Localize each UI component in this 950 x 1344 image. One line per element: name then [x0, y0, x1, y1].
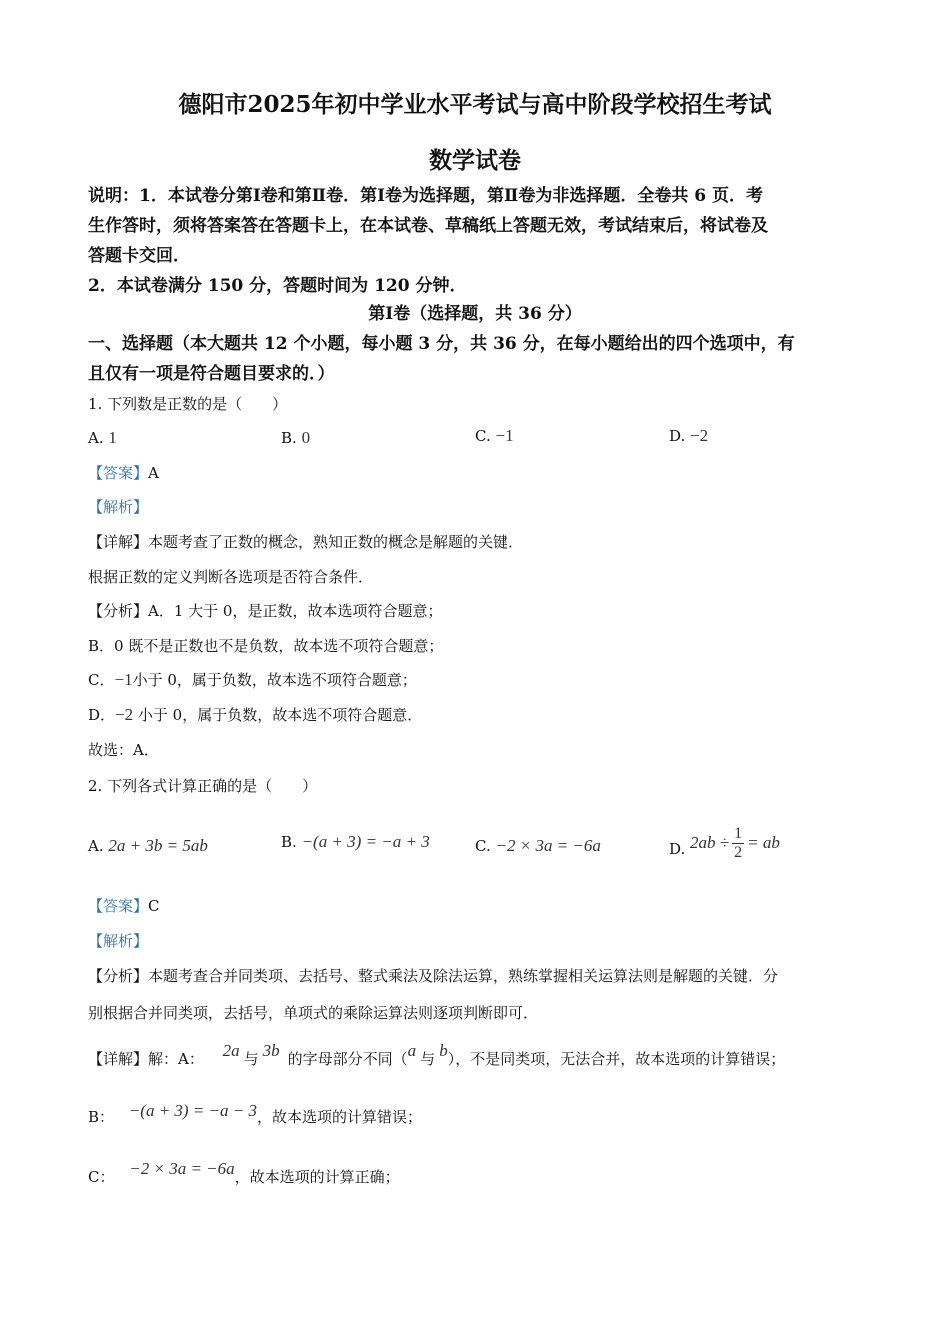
q1-definition-line: 根据正数的定义判断各选项是否符合条件．	[88, 568, 374, 586]
part-one-line-2: 且仅有一项是符合题目要求的．）	[88, 364, 335, 384]
q1-option-b-key: B.	[281, 429, 297, 447]
detail-label: 【详解】	[88, 533, 149, 551]
q2-answer	[88, 896, 160, 916]
q2-detail-c-math: −2 × 3a = −6a	[129, 1159, 235, 1178]
q2-detail-a	[88, 1042, 785, 1076]
q2-detail-c-prefix: C：	[88, 1168, 115, 1186]
q1-option-a	[88, 428, 117, 448]
q1-answer-value: A	[148, 464, 159, 482]
q2-option-a-key: A.	[88, 837, 104, 855]
q2-fenxi-line-1	[88, 966, 778, 986]
q2-detail-b-math: −(a + 3) = −a − 3	[128, 1101, 257, 1120]
instructions-line-1: 说明：1．本试卷分第Ⅰ卷和第Ⅱ卷．第Ⅰ卷为选择题，第Ⅱ卷为非选择题．全卷共 6 页．考	[88, 186, 764, 206]
q2-detail-a-math-4: b	[439, 1041, 448, 1060]
q2-option-d-key: D.	[669, 840, 686, 858]
q1-answer	[88, 463, 159, 483]
q2-detail-a-math-2: 3b	[262, 1041, 280, 1060]
q2-detail-a-text: ），不是同类项，无法合并，故本选项的计算错误；	[447, 1050, 786, 1068]
exam-subtitle: 数学试卷	[429, 147, 521, 174]
q1-fenxi	[88, 601, 442, 621]
q1-option-d	[669, 426, 708, 446]
fenxi-label: 【分析】	[88, 967, 149, 985]
answer-label: 【答案】	[88, 464, 149, 482]
analysis-label: 【解析】	[88, 498, 149, 516]
q1-analysis	[88, 497, 148, 517]
fenxi-label: 【分析】	[88, 602, 149, 620]
q2-stem: 2. 下列各式计算正确的是（ ）	[88, 777, 318, 795]
q1-option-b-value: 0	[301, 428, 311, 447]
q1-option-b	[281, 428, 310, 448]
analysis-label: 【解析】	[88, 932, 149, 950]
section-header: 第Ⅰ卷（选择题，共 36 分）	[368, 304, 582, 324]
q1-stem: 1. 下列数是正数的是（ ）	[88, 395, 288, 413]
q2-option-d-numerator: 1	[734, 824, 743, 842]
q1-line-c-math: −1	[114, 670, 133, 689]
part-one-line-1: 一、选择题（本大题共 12 个小题，每小题 3 分，共 36 分，在每小题给出的四个选项中，有	[88, 334, 795, 354]
q1-line-b: B．0 既不是正数也不是负数，故本选不项符合题意；	[88, 637, 444, 655]
q2-option-d-post: = ab	[747, 833, 780, 852]
q2-option-d-denominator: 2	[734, 843, 743, 861]
q1-option-d-value: −2	[690, 426, 709, 445]
q1-line-d	[88, 705, 422, 725]
q2-detail-a-math-3: a	[407, 1041, 417, 1060]
q2-option-b-value: −(a + 3) = −a + 3	[301, 832, 430, 851]
q2-analysis	[88, 931, 148, 951]
q2-detail-b	[88, 1100, 422, 1134]
q2-option-d-pre: 2ab ÷	[690, 833, 730, 852]
exam-title: 德阳市2025年初中学业水平考试与高中阶段学校招生考试	[178, 91, 772, 118]
q2-fenxi-line-2: 别根据合并同类项，去括号，单项式的乘除运算法则逐项判断即可．	[88, 1004, 539, 1022]
q1-fenxi-text: A．1 大于 0，是正数，故本选项符合题意；	[148, 602, 443, 620]
q1-option-c	[475, 426, 514, 446]
q2-detail-c-text: ，故本选项的计算正确；	[234, 1168, 400, 1186]
detail-label: 【详解】	[88, 1050, 149, 1068]
q1-line-d-math: −2	[115, 705, 134, 724]
answer-label: 【答案】	[88, 897, 149, 915]
q1-option-c-value: −1	[495, 426, 514, 445]
q2-option-b	[281, 832, 430, 852]
q2-detail-b-prefix: B：	[88, 1108, 115, 1126]
q2-answer-value: C	[148, 897, 160, 915]
q2-option-b-key: B.	[281, 833, 297, 851]
q1-detail-text: 本题考查了正数的概念，熟知正数的概念是解题的关键．	[148, 533, 524, 551]
q2-option-d	[669, 820, 780, 865]
instructions-line-2: 生作答时，须将答案答在答题卡上，在本试卷、草稿纸上答题无效，考试结束后，将试卷及	[88, 216, 768, 236]
q1-choose: 故选：A．	[88, 741, 159, 759]
q2-option-c-value: −2 × 3a = −6a	[495, 836, 601, 855]
q2-detail-a-math-1: 2a	[222, 1041, 240, 1060]
q1-line-d-prefix: D．	[88, 706, 116, 724]
q2-detail-a-prefix: 解：A：	[148, 1050, 204, 1068]
q2-detail-c	[88, 1160, 400, 1194]
instructions-line-3: 答题卡交回．	[88, 246, 190, 266]
q2-detail-b-text: ，故本选项的计算错误；	[257, 1108, 423, 1126]
q2-option-c-key: C.	[475, 837, 491, 855]
q2-detail-a-middle: 的字母部分不同（	[287, 1050, 408, 1068]
q2-fenxi-text-1: 本题考查合并同类项、去括号、整式乘法及除法运算，熟练掌握相关运算法则是解题的关键．分	[148, 967, 779, 985]
q1-option-c-key: C.	[475, 427, 491, 445]
q2-option-c	[475, 836, 601, 856]
q1-line-c-text: 小于 0，属于负数，故本选不项符合题意；	[132, 671, 417, 689]
q1-option-a-value: 1	[108, 428, 117, 447]
q1-line-c	[88, 670, 417, 690]
q2-option-d-fraction	[732, 825, 744, 862]
q2-option-a-value: 2a + 3b = 5ab	[108, 836, 208, 855]
q1-line-c-prefix: C．	[88, 671, 115, 689]
q2-detail-a-and-1: 与	[243, 1050, 259, 1068]
q2-detail-a-and-2: 与	[420, 1050, 436, 1068]
q1-line-d-text: 小于 0，属于负数，故本选不项符合题意．	[133, 706, 423, 724]
q2-option-a	[88, 836, 208, 856]
q1-option-a-key: A.	[88, 429, 104, 447]
instructions-line-4: 2．本试卷满分 150 分，答题时间为 120 分钟．	[88, 276, 467, 296]
q1-detail	[88, 532, 523, 552]
q1-option-d-key: D.	[669, 427, 686, 445]
